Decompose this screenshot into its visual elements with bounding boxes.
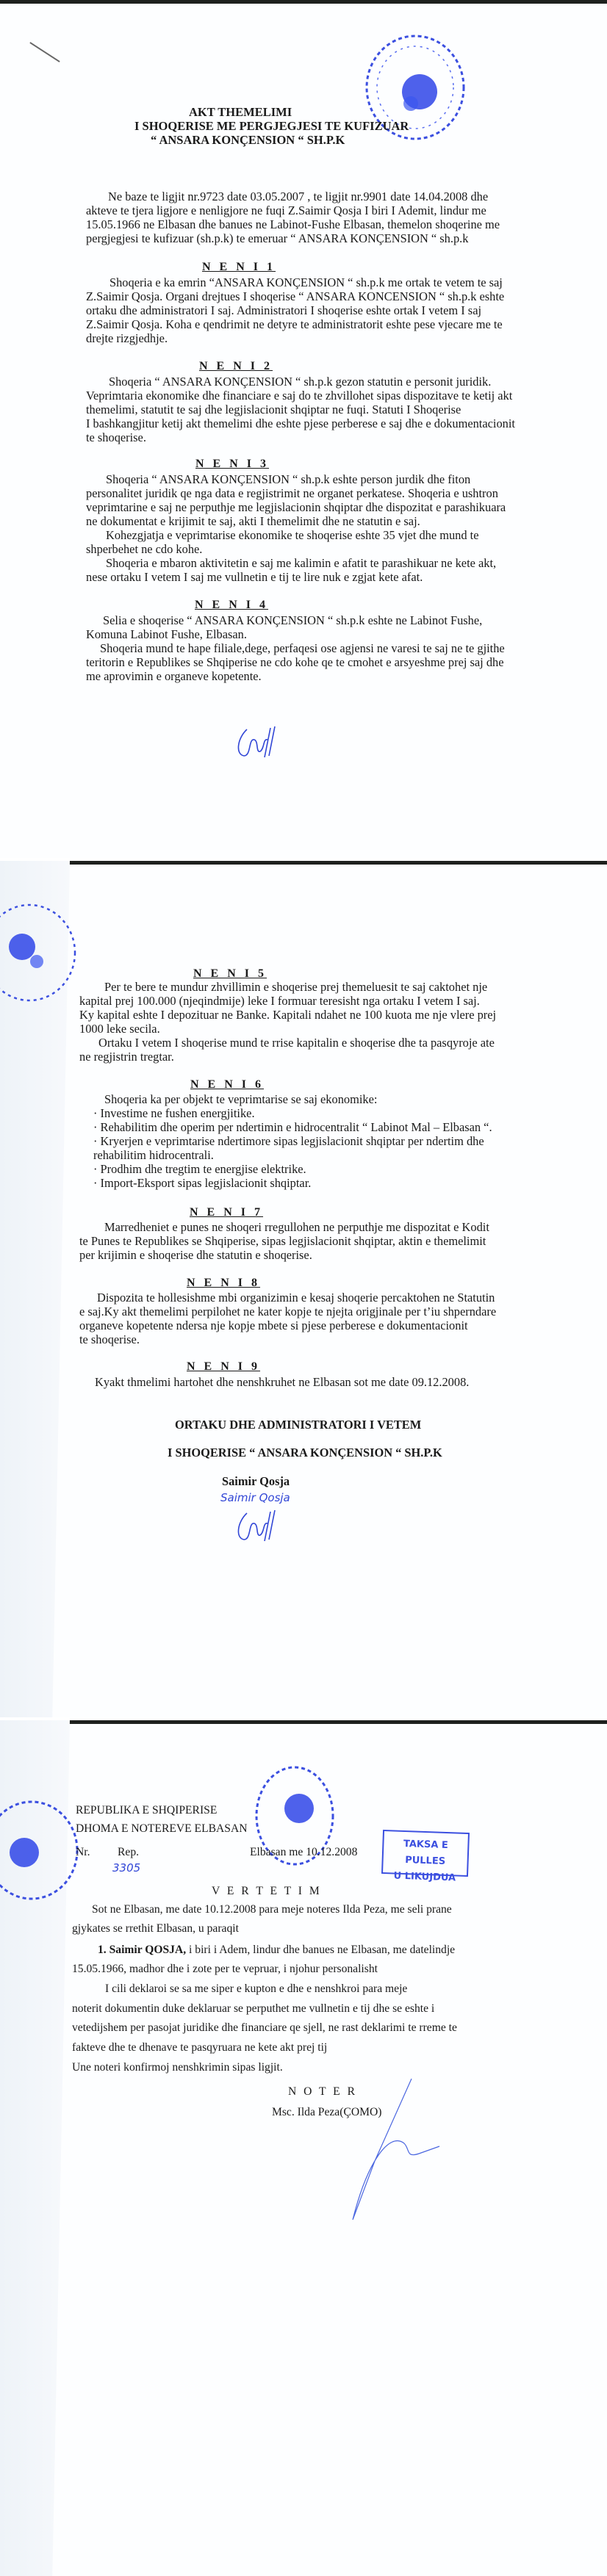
body-line: gjykates se rrethit Elbasan, u paraqit — [72, 1922, 239, 1935]
page-3 — [0, 1720, 607, 2576]
body-line: Selia e shoqerise “ ANSARA KONÇENSION “ sh.p.k eshte ne Labinot Fushe, — [103, 613, 483, 627]
body-line: nese ortaku I vetem I saj me vullnetin e tij te lire nuk e zgjat kete afat. — [86, 570, 423, 584]
nr-label: Nr. — [76, 1846, 90, 1858]
body-line: vetedijshem per pasojat juridike dhe financiare qe sjell, ne rast deklarimi te rreme te — [72, 2021, 457, 2035]
person-name: 1. Saimir QOSJA, — [98, 1944, 187, 1956]
body-line: me aprovimin e organeve kopetente. — [86, 669, 262, 683]
tax-stamp-line: TAKSA E PULLES — [403, 1838, 449, 1867]
page-2 — [0, 861, 607, 1717]
rep-label: Rep. — [118, 1846, 140, 1858]
body-line: · Rehabilitim dhe operim per ndertimin e hidrocentralit “ Labinot Mal – Elbasan “. — [93, 1120, 492, 1134]
document-title: AKT THEMELIMI — [189, 105, 292, 119]
body-line: Shoqeria mund te hape filiale,dege, perfaqesi ose agjensi ne varesi te saj ne te gjithe — [100, 641, 505, 655]
body-line: Kyakt thmelimi hartohet dhe nenshkruhet ne Elbasan sot me date 09.12.2008. — [95, 1375, 470, 1389]
article-heading: N E N I 1 — [202, 261, 276, 273]
signatory-name: Saimir Qosja — [222, 1474, 290, 1488]
handwritten-name: Saimir Qosja — [220, 1491, 290, 1504]
scan-edge — [0, 0, 607, 4]
body-line: I cili deklaroi se sa me siper e kupton e dhe e nenshkroi para meje — [105, 1982, 408, 1995]
header-line: DHOMA E NOTEREVE ELBASAN — [76, 1822, 248, 1835]
body-line: I bashkangjitur ketij akt themelimi dhe eshte pjese perberese e saj dhe e dokumentacionit — [86, 416, 515, 430]
body-line: 15.05.1966 ne Elbasan dhe banues ne Labinot-Fushe Elbasan, themelon shoqerine me — [86, 217, 500, 231]
body-line: 15.05.1966, madhor dhe i zote per te vepruar, i njohur personalisht — [72, 1963, 378, 1975]
article-heading: N E N I 2 — [199, 360, 273, 372]
signatory-title: I SHOQERISE “ ANSARA KONÇENSION “ SH.P.K — [168, 1446, 442, 1460]
body-line: · Import-Eksport sipas legjislacionit shqiptar. — [93, 1176, 312, 1190]
body-line: Shoqeria ka per objekt te veprimtarise se saj ekonomike: — [104, 1092, 378, 1106]
body-line: Dispozita te hollesishme mbi organizimin e kesaj shoqerie percaktohen ne Statutin — [97, 1291, 495, 1305]
body-line: noterit dokumentin duke deklaruar se perputhet me vullnetin e tij dhe se eshte i — [72, 2002, 435, 2015]
article-heading: N E N I 5 — [193, 967, 267, 980]
body-line: te shoqerise. — [86, 430, 146, 444]
body-line: Marredheniet e punes ne shoqeri rregullohen ne perputhje me dispozitat e Kodit — [104, 1220, 489, 1234]
article-heading: N E N I 4 — [195, 599, 269, 611]
person-line — [98, 1943, 455, 1958]
pen-mark — [29, 42, 60, 62]
body-line: teritorin e Republikes se Shqiperise ne cdo kohe qe te cmohet e arsyeshme prej saj dhe — [86, 655, 504, 669]
body-line: te shoqerise. — [79, 1332, 140, 1346]
article-heading: N E N I 9 — [187, 1360, 261, 1373]
tax-stamp-line: U LIKUJDUA — [393, 1870, 456, 1884]
body-line: Ne baze te ligjit nr.9723 date 03.05.2007 , te ligjit nr.9901 date 14.04.2008 dhe — [108, 190, 489, 203]
page-1 — [0, 0, 607, 858]
body-line: te Punes te Republikes se Shqiperise, sipas legjislacionit shqiptar, aktin e themelimit — [79, 1234, 486, 1248]
article-heading: N E N I 6 — [190, 1078, 265, 1091]
scan-edge — [0, 861, 607, 865]
body-line: Ortaku I vetem I shoqerise mund te rrise kapitalin e shoqerise dhe ta pasqyroje ate — [98, 1036, 495, 1050]
body-line: Sot ne Elbasan, me date 10.12.2008 para meje noteres Ilda Peza, me seli prane — [92, 1903, 452, 1916]
body-line: rehabilitim hidrocentrali. — [93, 1148, 214, 1162]
body-line: Z.Saimir Qosja. Organi drejtues I shoqerise “ ANSARA KONCENSION “ sh.p.k eshte — [86, 289, 505, 303]
body-line: veprimtarine e saj ne perputhje me legjislacionin shqiptar dhe dispozitat e parashikuara — [86, 500, 506, 514]
header-line: REPUBLIKA E SHQIPERISE — [76, 1804, 218, 1816]
article-heading: N E N I 8 — [187, 1277, 261, 1289]
body-line: pergjegjesi te kufizuar (sh.p.k) te emeruar “ ANSARA KONÇENSION “ sh.p.k — [86, 231, 469, 245]
body-line: fakteve dhe te dhenave te pasqyruara ne kete akt prej tij — [72, 2041, 328, 2054]
body-line: Komuna Labinot Fushe, Elbasan. — [86, 627, 247, 641]
body-line: organeve kopetente ndersa nje kopje mbete si pjese perberese e dokumentacionit — [79, 1318, 468, 1332]
body-line: · Prodhim dhe tregtim te energjise elektrike. — [93, 1162, 306, 1176]
notary-signature-icon — [323, 2073, 441, 2220]
body-line: · Kryerjen e veprimtarise ndertimore sipas legjislacionit shqiptar per ndertim dhe — [93, 1134, 484, 1148]
body-line: Shoqeria e ka emrin “ANSARA KONÇENSION “ sh.p.k me ortak te vetem te saj — [109, 275, 503, 289]
rep-number: 3305 — [112, 1861, 141, 1875]
body-line: akteve te tjera ligjore e nenligjore ne fuqi Z.Saimir Qosja I biri I Ademit, lindur me — [86, 203, 486, 217]
body-line: ne regjistrin tregtar. — [79, 1050, 174, 1064]
place-date: Elbasan me 10.12.2008 — [250, 1846, 358, 1858]
body-line: ortaku dhe administratori I saj. Administratori I shoqerise eshte ortak I vetem I saj — [86, 303, 482, 317]
body-line: Veprimtaria ekonomike dhe financiare e saj do te zhvillohet sipas dispozitave te ketij akt — [86, 389, 513, 403]
body-line: Shoqeria “ ANSARA KONÇENSION “ sh.p.k eshte person jurdik dhe fiton — [106, 472, 471, 486]
body-line: Z.Saimir Qosja. Koha e qendrimit ne detyre te administratorit eshte pese vjecare me te — [86, 317, 503, 331]
article-heading: N E N I 7 — [190, 1206, 264, 1219]
notary-title: N O T E R — [288, 2085, 358, 2098]
body-line: themelimi, statutit te saj dhe legjislacionit shqiptar ne fuqi. Statuti I Shoqerise — [86, 403, 461, 416]
body-line: Ky kapital eshte I depozituar ne Banke. Kapitali ndahet ne 100 kuota me nje vlere prej — [79, 1008, 497, 1022]
document-title: I SHOQERISE ME PERGJEGJESI TE KUFIZUAR — [134, 119, 409, 133]
scan-edge — [0, 1720, 607, 1724]
body-line: personalitet juridik qe nga data e regjistrimit ne organet perkatese. Shoqeria e ushtron — [86, 486, 498, 500]
body-line: Kohezgjatja e veprimtarise ekonomike te shoqerise eshte 35 vjet dhe mund te — [106, 528, 479, 542]
notary-name: Msc. Ilda Peza(ÇOMO) — [272, 2106, 382, 2118]
document-title: “ ANSARA KONÇENSION “ SH.P.K — [151, 133, 345, 147]
body-line: 1000 leke secila. — [79, 1022, 160, 1036]
signatory-title: ORTAKU DHE ADMINISTRATORI I VETEM — [175, 1418, 422, 1432]
body-line: shperbehet ne cdo kohe. — [86, 542, 203, 556]
body-line: Shoqeria “ ANSARA KONÇENSION “ sh.p.k gezon statutin e personit juridik. — [109, 375, 492, 389]
tax-stamp — [381, 1830, 470, 1884]
person-details: i biri i Adem, lindur dhe banues ne Elbasan, me datelindje — [186, 1944, 456, 1956]
signature-icon — [234, 1507, 278, 1544]
article-heading: N E N I 3 — [195, 458, 270, 470]
certificate-title: V E R T E T I M — [212, 1885, 322, 1897]
notary-stamp-icon — [0, 1797, 88, 1904]
body-line: Une noteri konfirmoj nenshkrimin sipas ligjit. — [72, 2061, 283, 2074]
body-line: kapital prej 100.000 (njeqindmije) leke I formuar teresisht nga ortaku I vetem I saj. — [79, 994, 480, 1008]
body-line: drejte rizgjedhje. — [86, 331, 168, 345]
body-line: per krijimin e shoqerise dhe statutin e shoqerise. — [79, 1248, 312, 1262]
round-stamp-icon — [0, 901, 88, 1004]
signature-icon — [234, 724, 278, 760]
body-line: Shoqeria e mbaron aktivitetin e saj me kalimin e afatit te parashikuar ne kete akt, — [106, 556, 497, 570]
body-line: · Investime ne fushen energjitike. — [93, 1106, 255, 1120]
body-line: Per te bere te mundur zhvillimin e shoqerise prej themeluesit te saj caktohet nje — [104, 980, 488, 994]
body-line: ne dokumentat e krijimit te saj, akti I themelimit dhe ne statutin e saj. — [86, 514, 420, 528]
body-line: e saj.Ky akt themelimi perpilohet ne kater kopje te njejta origjinale per t’iu shperndare — [79, 1305, 497, 1318]
